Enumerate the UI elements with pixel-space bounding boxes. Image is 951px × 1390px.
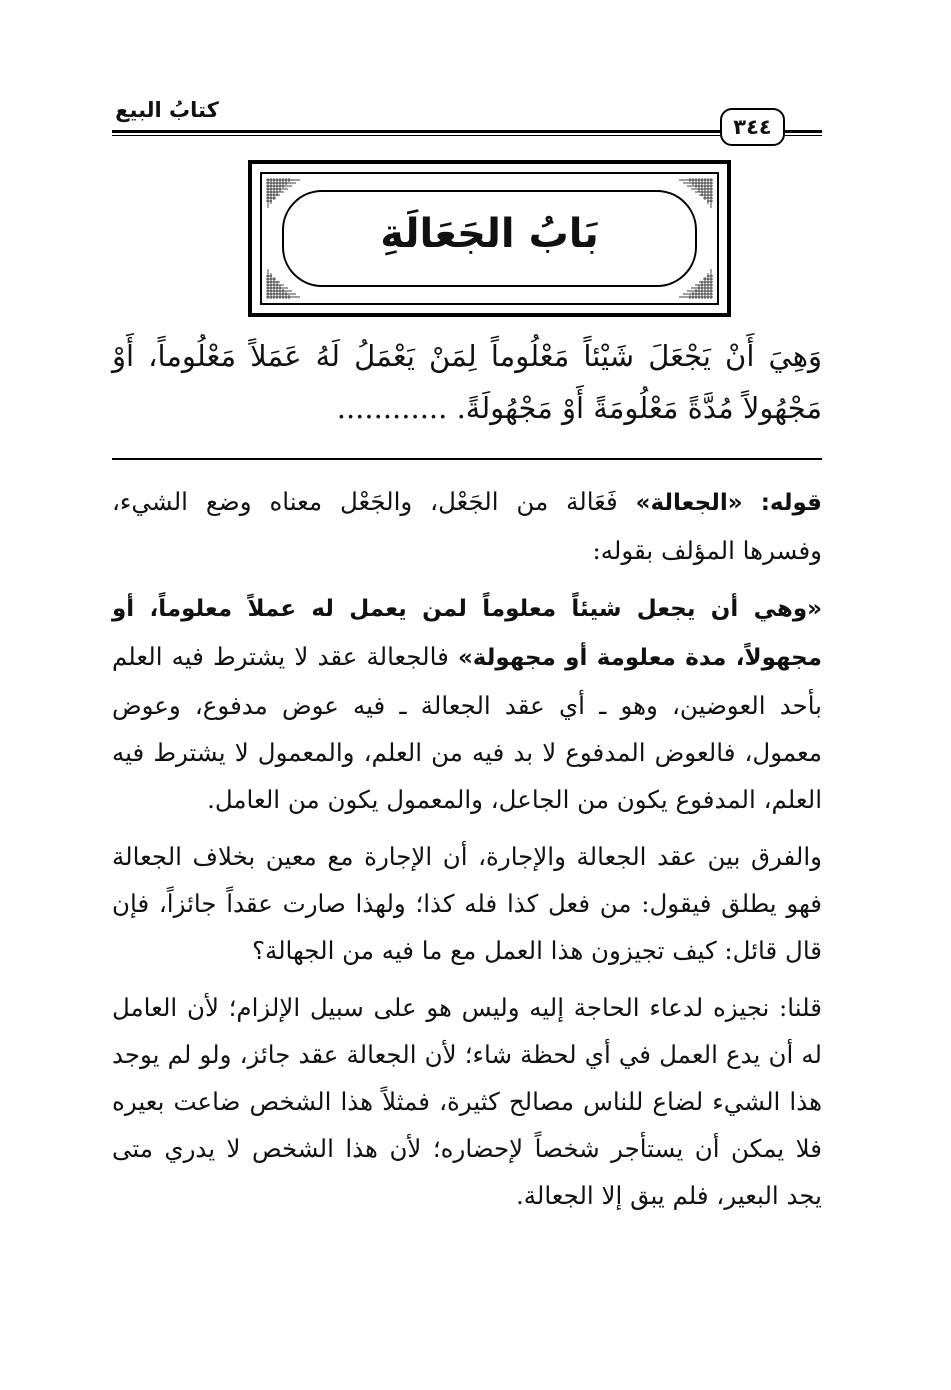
- header-rule-thin: [112, 135, 720, 136]
- commentary: [112, 478, 822, 1229]
- commentary-paragraph: [112, 584, 822, 823]
- chapter-title-box: [282, 190, 697, 287]
- chapter-title-frame: [248, 160, 731, 317]
- header-rule-right: [785, 130, 822, 133]
- commentary-text: فَعَالة من الجَعْل، والجَعْل معناه وضع الشيء، وفسرها المؤلف بقوله:: [112, 487, 822, 565]
- running-book-title: كتابُ البيع: [115, 98, 219, 122]
- matn-text: وَهِيَ أَنْ يَجْعَلَ شَيْئاً مَعْلُوماً لِمَنْ يَعْمَلُ لَهُ عَمَلاً مَعْلُوماً، أَوْ مَجْهُولاً مُدَّةً مَعْلُومَةً أَوْ مَجْهُولَةً. ............: [112, 339, 822, 425]
- commentary-lead: قوله: «الجعالة»: [635, 490, 822, 516]
- frame-inner-border: [260, 172, 719, 305]
- chapter-title: بَابُ الجَعَالَةِ: [380, 211, 599, 257]
- commentary-paragraph: والفرق بين عقد الجعالة والإجارة، أن الإجارة مع معين بخلاف الجعالة فهو يطلق فيقول: من فعل كذا فله كذا؛ ولهذا صارت عقداً جائزاً، فإن قال قائل: كيف تجيزون هذا العمل مع ما فيه من الجهالة؟: [112, 842, 822, 965]
- matn-separator-rule: [112, 458, 822, 460]
- header-rule-right-thin: [785, 135, 822, 136]
- header-rule: [112, 130, 720, 133]
- commentary-text: فالجعالة عقد لا يشترط فيه العلم بأحد العوضين، وهو ـ أي عقد الجعالة ـ فيه عوض مدفوع، وعوض معمول، فالعوض المدفوع لا بد فيه من العلم، والمعمول لا يشترط فيه العلم، المدفوع يكون من الجاعل، والمعمول يكون من العامل.: [112, 642, 822, 814]
- commentary-paragraph: [112, 478, 822, 574]
- page-number: ٣٤٤: [720, 108, 785, 146]
- matn-quote: «وهي أن يجعل شيئاً معلوماً لمن يعمل له عملاً معلوماً، أو مجهولاً، مدة معلومة أو مجهولة»: [112, 596, 822, 671]
- commentary-paragraph: قلنا: نجيزه لدعاء الحاجة إليه وليس هو على سبيل الإلزام؛ لأن العامل له أن يدع العمل في أي لحظة شاء؛ لأن الجعالة عقد جائز، ولو لم يوجد هذا الشيء لضاع للناس مصالح كثيرة، فمثلاً هذا الشخص ضاعت بعيره فلا يمكن أن يستأجر شخصاً لإحضاره؛ لأن هذا الشخص لا يدري متى يجد البعير، فلم يبق إلا الجعالة.: [112, 993, 822, 1210]
